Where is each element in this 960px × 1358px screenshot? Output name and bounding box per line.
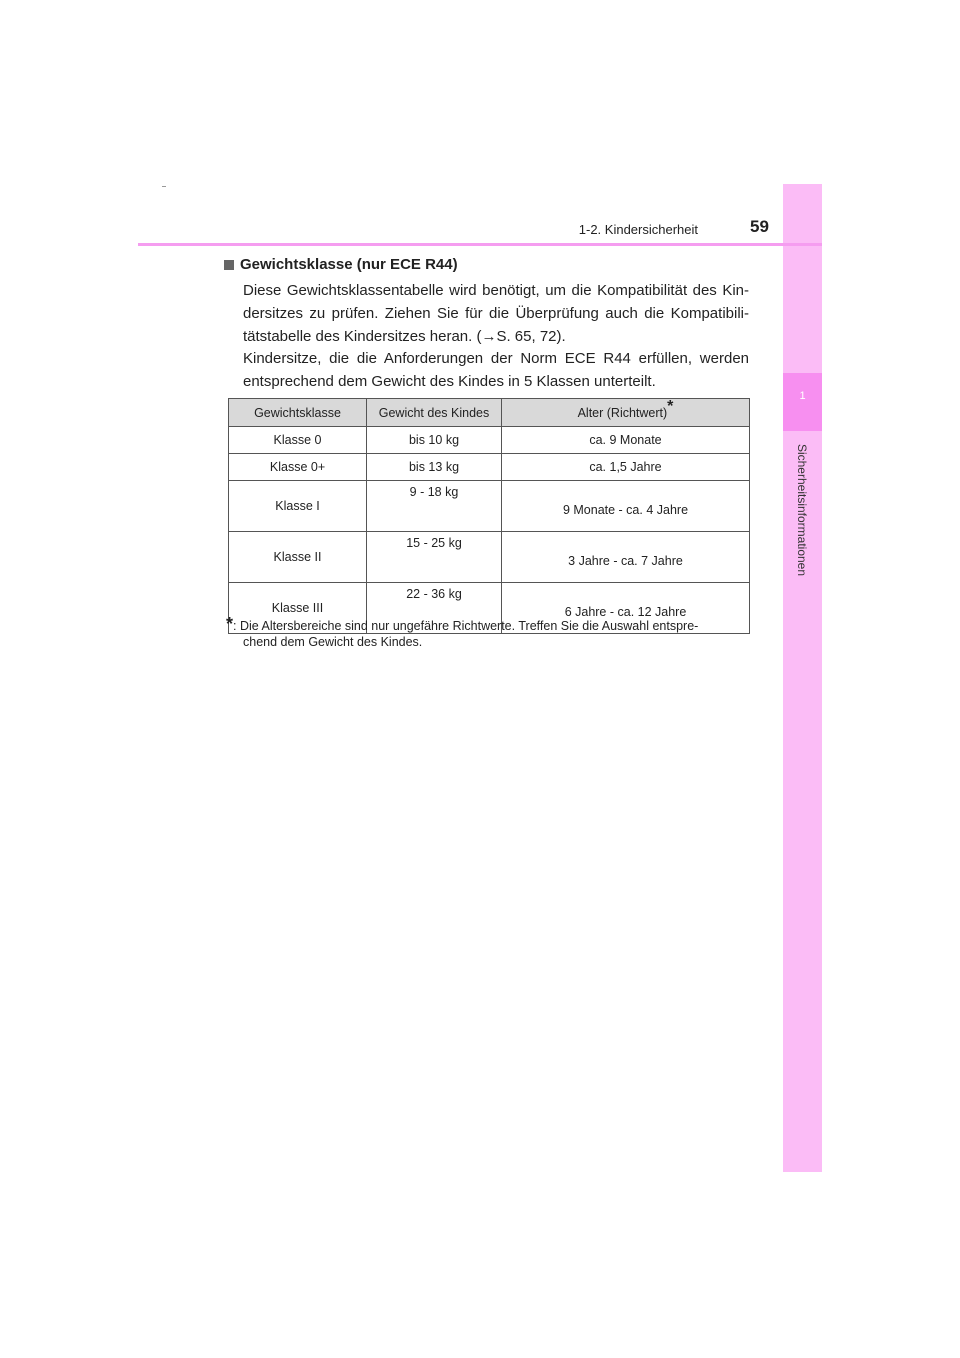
table-row [229, 532, 750, 583]
table-cell: 15 - 25 kg [367, 532, 502, 583]
table-cell: ca. 1,5 Jahre [502, 454, 750, 481]
column-header [502, 399, 750, 427]
table-cell: ca. 9 Monate [502, 427, 750, 454]
table-row [229, 454, 750, 481]
column-header-text: Alter (Richtwert) [577, 405, 668, 420]
header-section-title: 1-2. Kindersicherheit [578, 222, 698, 237]
table-header-row [229, 399, 750, 427]
page-number: 59 [750, 217, 769, 236]
table-row [229, 481, 750, 532]
side-bar [783, 184, 822, 1172]
square-bullet-icon [224, 260, 234, 270]
table-cell: bis 10 kg [367, 427, 502, 454]
column-header: Gewicht des Kindes [367, 399, 502, 427]
table-cell: 3 Jahre - ca. 7 Jahre [502, 532, 750, 583]
table-cell: Klasse 0+ [229, 454, 367, 481]
footnote-line [226, 616, 750, 634]
paragraph: Diese Gewichtsklassentabelle wird benötigt, um die Kompatibilität des Kin- dersitzes zu prüfen. Ziehen Sie für die Überprüfung auch die Kompatibili- tätstabelle des Kindersitzes heran. (→S. 65, 72). [243, 282, 749, 345]
column-header: Gewichtsklasse [229, 399, 367, 427]
table-cell: 6 Jahre - ca. 12 Jahre [502, 583, 750, 634]
footnote [226, 616, 750, 650]
weight-class-table [228, 398, 750, 634]
chapter-tab [783, 373, 822, 431]
table-cell: Klasse II [229, 532, 367, 583]
footnote-line: chend dem Gewicht des Kindes. [243, 635, 423, 649]
chapter-label: Sicherheitsinformationen [795, 443, 809, 577]
table-row [229, 427, 750, 454]
crop-mark [162, 186, 166, 187]
footnote-marker: * [226, 614, 234, 634]
table-cell: bis 13 kg [367, 454, 502, 481]
table-cell: 9 Monate - ca. 4 Jahre [502, 481, 750, 532]
table-cell: Klasse III [229, 583, 367, 634]
header-rule [138, 243, 822, 246]
table-cell: Klasse 0 [229, 427, 367, 454]
section-heading-text: Gewichtsklasse (nur ECE R44) [240, 256, 458, 273]
footnote-text: : Die Altersbereiche sind nur ungefähre Richtwerte. Treffen Sie die Auswahl entspre- [233, 619, 699, 633]
table-cell: 22 - 36 kg [367, 583, 502, 634]
footnote-marker: * [667, 397, 674, 415]
table-cell: Klasse I [229, 481, 367, 532]
paragraph: Kindersitze, die die Anforderungen der Norm ECE R44 erfüllen, werden entsprechend dem Gewicht des Kindes in 5 Klassen unterteilt. [243, 350, 749, 390]
chapter-number: 1 [799, 390, 806, 402]
table-cell: 9 - 18 kg [367, 481, 502, 532]
section-heading [224, 256, 458, 273]
